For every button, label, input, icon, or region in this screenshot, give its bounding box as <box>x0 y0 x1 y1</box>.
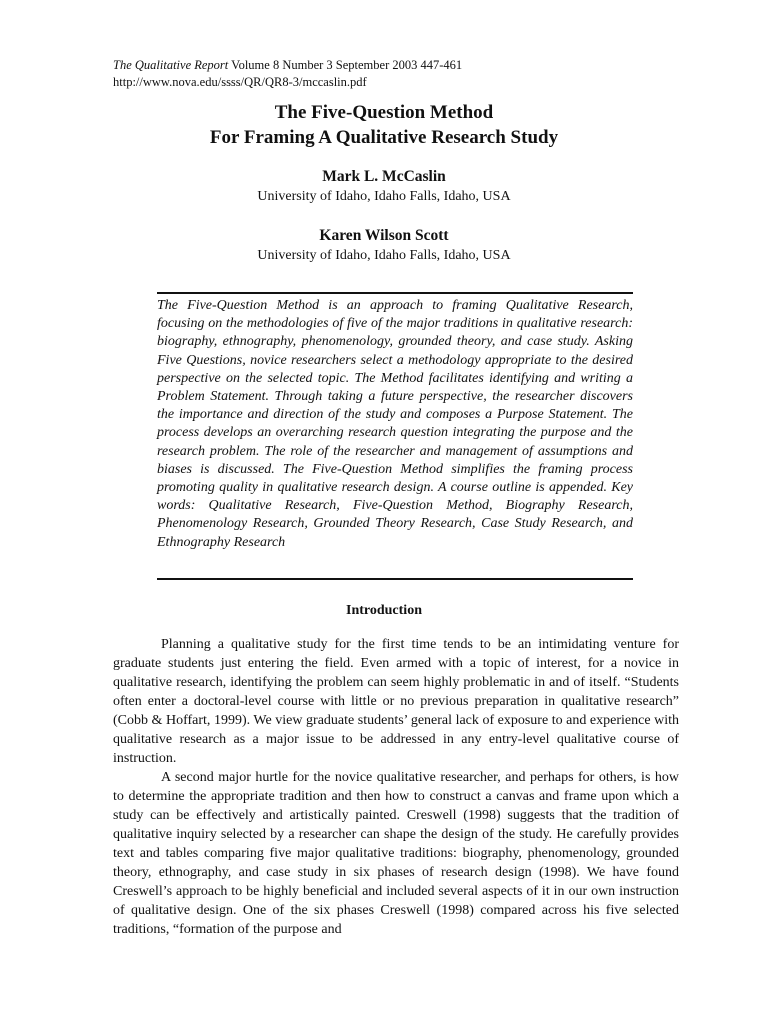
body-paragraph: A second major hurtle for the novice qualitative researcher, and perhaps for others, is how to determine the appropriate tradition and then how to construct a canvas and frame upon which a study can be effectively and artistically painted. Creswell (1998) suggests that the tradition of qualitative inquiry selected by a researcher can shape the design of the study. He carefully provides text and tables comparing five major qualitative traditions: biography, phenomenology, grounded theory, ethnography, and case study in six phases of research design (1998). We have found Creswell’s approach to be highly beneficial and included several aspects of it in our own instruction of qualitative design. One of the six phases Creswell (1998) compared across his five selected traditions, “formation of the purpose and <box>113 770 679 937</box>
body-paragraph: Planning a qualitative study for the first time tends to be an intimidating venture for graduate students just entering the field. Even armed with a topic of interest, for a novice in qualitative research, identifying the problem can seem highly problematic in and of itself. “Students often enter a doctoral-level course with little or no previous preparation in qualitative research” (Cobb & Hoffart, 1999). We view graduate students’ general lack of exposure to and experience with qualitative research as a major issue to be addressed in any entry-level qualitative course of instruction. <box>113 637 679 766</box>
author-name: Karen Wilson Scott <box>319 227 449 244</box>
introduction-body <box>113 635 679 939</box>
issue-info: Volume 8 Number 3 September 2003 447-461 <box>228 58 463 72</box>
abstract-top-rule <box>157 292 633 294</box>
author-block-1 <box>0 167 768 206</box>
section-heading-introduction: Introduction <box>346 603 422 618</box>
running-header <box>113 57 462 91</box>
abstract-text: The Five-Question Method is an approach to framing Qualitative Research, focusing on the methodologies of five of the major traditions in qualitative research: biography, ethnography, phenomenology, grounded theory, and case study. Asking Five Questions, novice researchers select a methodology appropriate to the desired perspective on the selected topic. The Method facilitates identifying and writing a Problem Statement. Through taking a future perspective, the researcher discovers the importance and direction of the study and composes a Purpose Statement. The process develops an overarching research question integrating the purpose and the research problem. The role of the researcher and management of assumptions and biases is discussed. The Five-Question Method simplifies the framing process promoting quality in qualitative research design. A course outline is appended. Key words: Qualitative Research, Five-Question Method, Biography Research, Phenomenology Research, Grounded Theory Research, Case Study Research, and Ethnography Research <box>157 298 633 550</box>
journal-name: The Qualitative Report <box>113 58 229 72</box>
author-name: Mark L. McCaslin <box>322 168 446 185</box>
article-url[interactable]: http://www.nova.edu/ssss/QR/QR8-3/mccaslin.pdf <box>113 75 367 89</box>
journal-citation <box>113 57 462 74</box>
author-affiliation: University of Idaho, Idaho Falls, Idaho, USA <box>257 248 511 263</box>
author-block-2 <box>0 226 768 265</box>
abstract-bottom-rule <box>157 578 633 580</box>
paper-title <box>0 100 768 150</box>
title-line-1: The Five-Question Method <box>274 102 494 123</box>
author-affiliation: University of Idaho, Idaho Falls, Idaho, USA <box>257 189 511 204</box>
title-line-2: For Framing A Qualitative Research Study <box>209 127 559 148</box>
